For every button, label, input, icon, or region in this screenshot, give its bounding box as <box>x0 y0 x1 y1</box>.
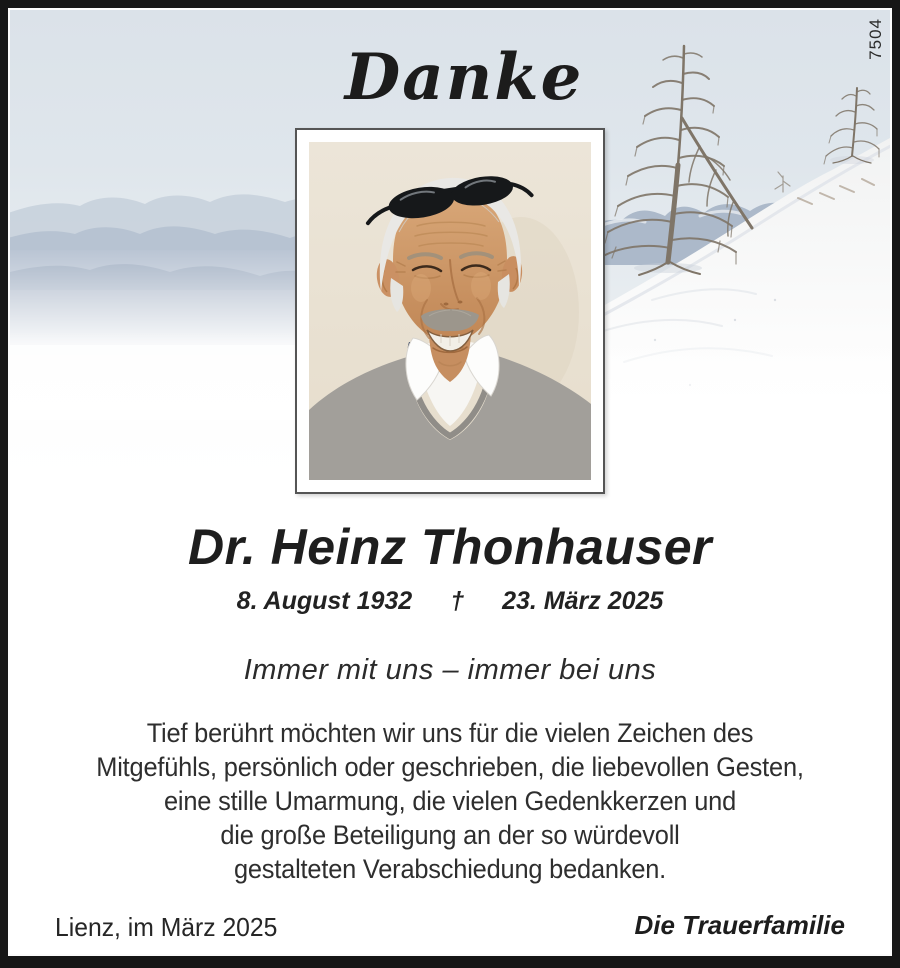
thank-you-message <box>36 716 863 886</box>
birth-date: 8. August 1932 <box>236 587 413 615</box>
motto-line: Immer mit uns – immer bei uns <box>243 654 657 686</box>
deceased-name: Dr. Heinz Thonhauser <box>188 519 712 575</box>
photo-frame <box>295 128 605 494</box>
card-background <box>8 8 892 956</box>
place-date: Lienz, im März 2025 <box>55 912 278 942</box>
death-date: 23. März 2025 <box>502 587 664 615</box>
portrait-photo <box>309 142 591 480</box>
life-dates <box>10 587 890 616</box>
message-line: die große Beteiligung an der so würdevoll <box>220 820 680 850</box>
shrub <box>775 172 790 192</box>
danke-script-title: Danke <box>344 40 584 115</box>
message-line: Tief berührt möchten wir uns für die vielen Zeichen des <box>146 718 754 748</box>
order-number: 7504 <box>866 18 885 60</box>
family-signature: Die Trauerfamilie <box>634 910 845 940</box>
message-line: eine stille Umarmung, die vielen Gedenkkerzen und <box>163 786 737 816</box>
dagger-icon: † <box>450 587 465 615</box>
message-line: gestalteten Verabschiedung bedanken. <box>233 854 667 884</box>
message-line: Mitgefühls, persönlich oder geschrieben, die liebevollen Gesten, <box>96 752 804 782</box>
